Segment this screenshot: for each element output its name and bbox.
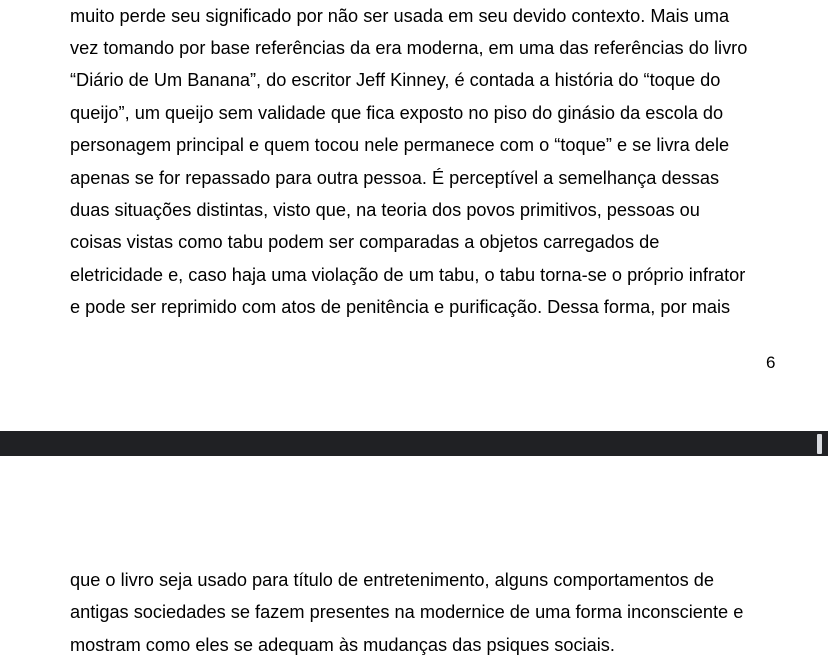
text-line: muito perde seu significado por não ser usada em seu devido contexto. Mais uma xyxy=(70,6,730,26)
text-line: eletricidade e, caso haja uma violação de um tabu, o tabu torna-se o próprio infrator xyxy=(70,265,746,285)
text-line: personagem principal e quem tocou nele permanece com o “toque” e se livra dele xyxy=(70,135,730,155)
text-line: antigas sociedades se fazem presentes na modernice de uma forma inconsciente e xyxy=(70,602,744,622)
text-line: duas situações distintas, visto que, na teoria dos povos primitivos, pessoas ou xyxy=(70,200,700,220)
page-separator xyxy=(0,431,828,456)
text-line: vez tomando por base referências da era moderna, em uma das referências do livro xyxy=(70,38,748,58)
document-page-7 xyxy=(0,456,828,670)
text-line: apenas se for repassado para outra pessoa. É perceptível a semelhança dessas xyxy=(70,168,720,188)
text-line: queijo”, um queijo sem validade que fica exposto no piso do ginásio da escola do xyxy=(70,103,724,123)
page-number: 6 xyxy=(766,353,776,372)
text-line: “Diário de Um Banana”, do escritor Jeff Kinney, é contada a história do “toque do xyxy=(70,70,721,90)
scrollbar-thumb[interactable] xyxy=(817,434,822,454)
text-line: que o livro seja usado para título de entretenimento, alguns comportamentos de xyxy=(70,570,715,590)
text-line: coisas vistas como tabu podem ser comparadas a objetos carregados de xyxy=(70,232,660,252)
text-line: mostram como eles se adequam às mudanças das psiques sociais. xyxy=(70,635,615,655)
text-line: e pode ser reprimido com atos de penitência e purificação. Dessa forma, por mais xyxy=(70,297,731,317)
